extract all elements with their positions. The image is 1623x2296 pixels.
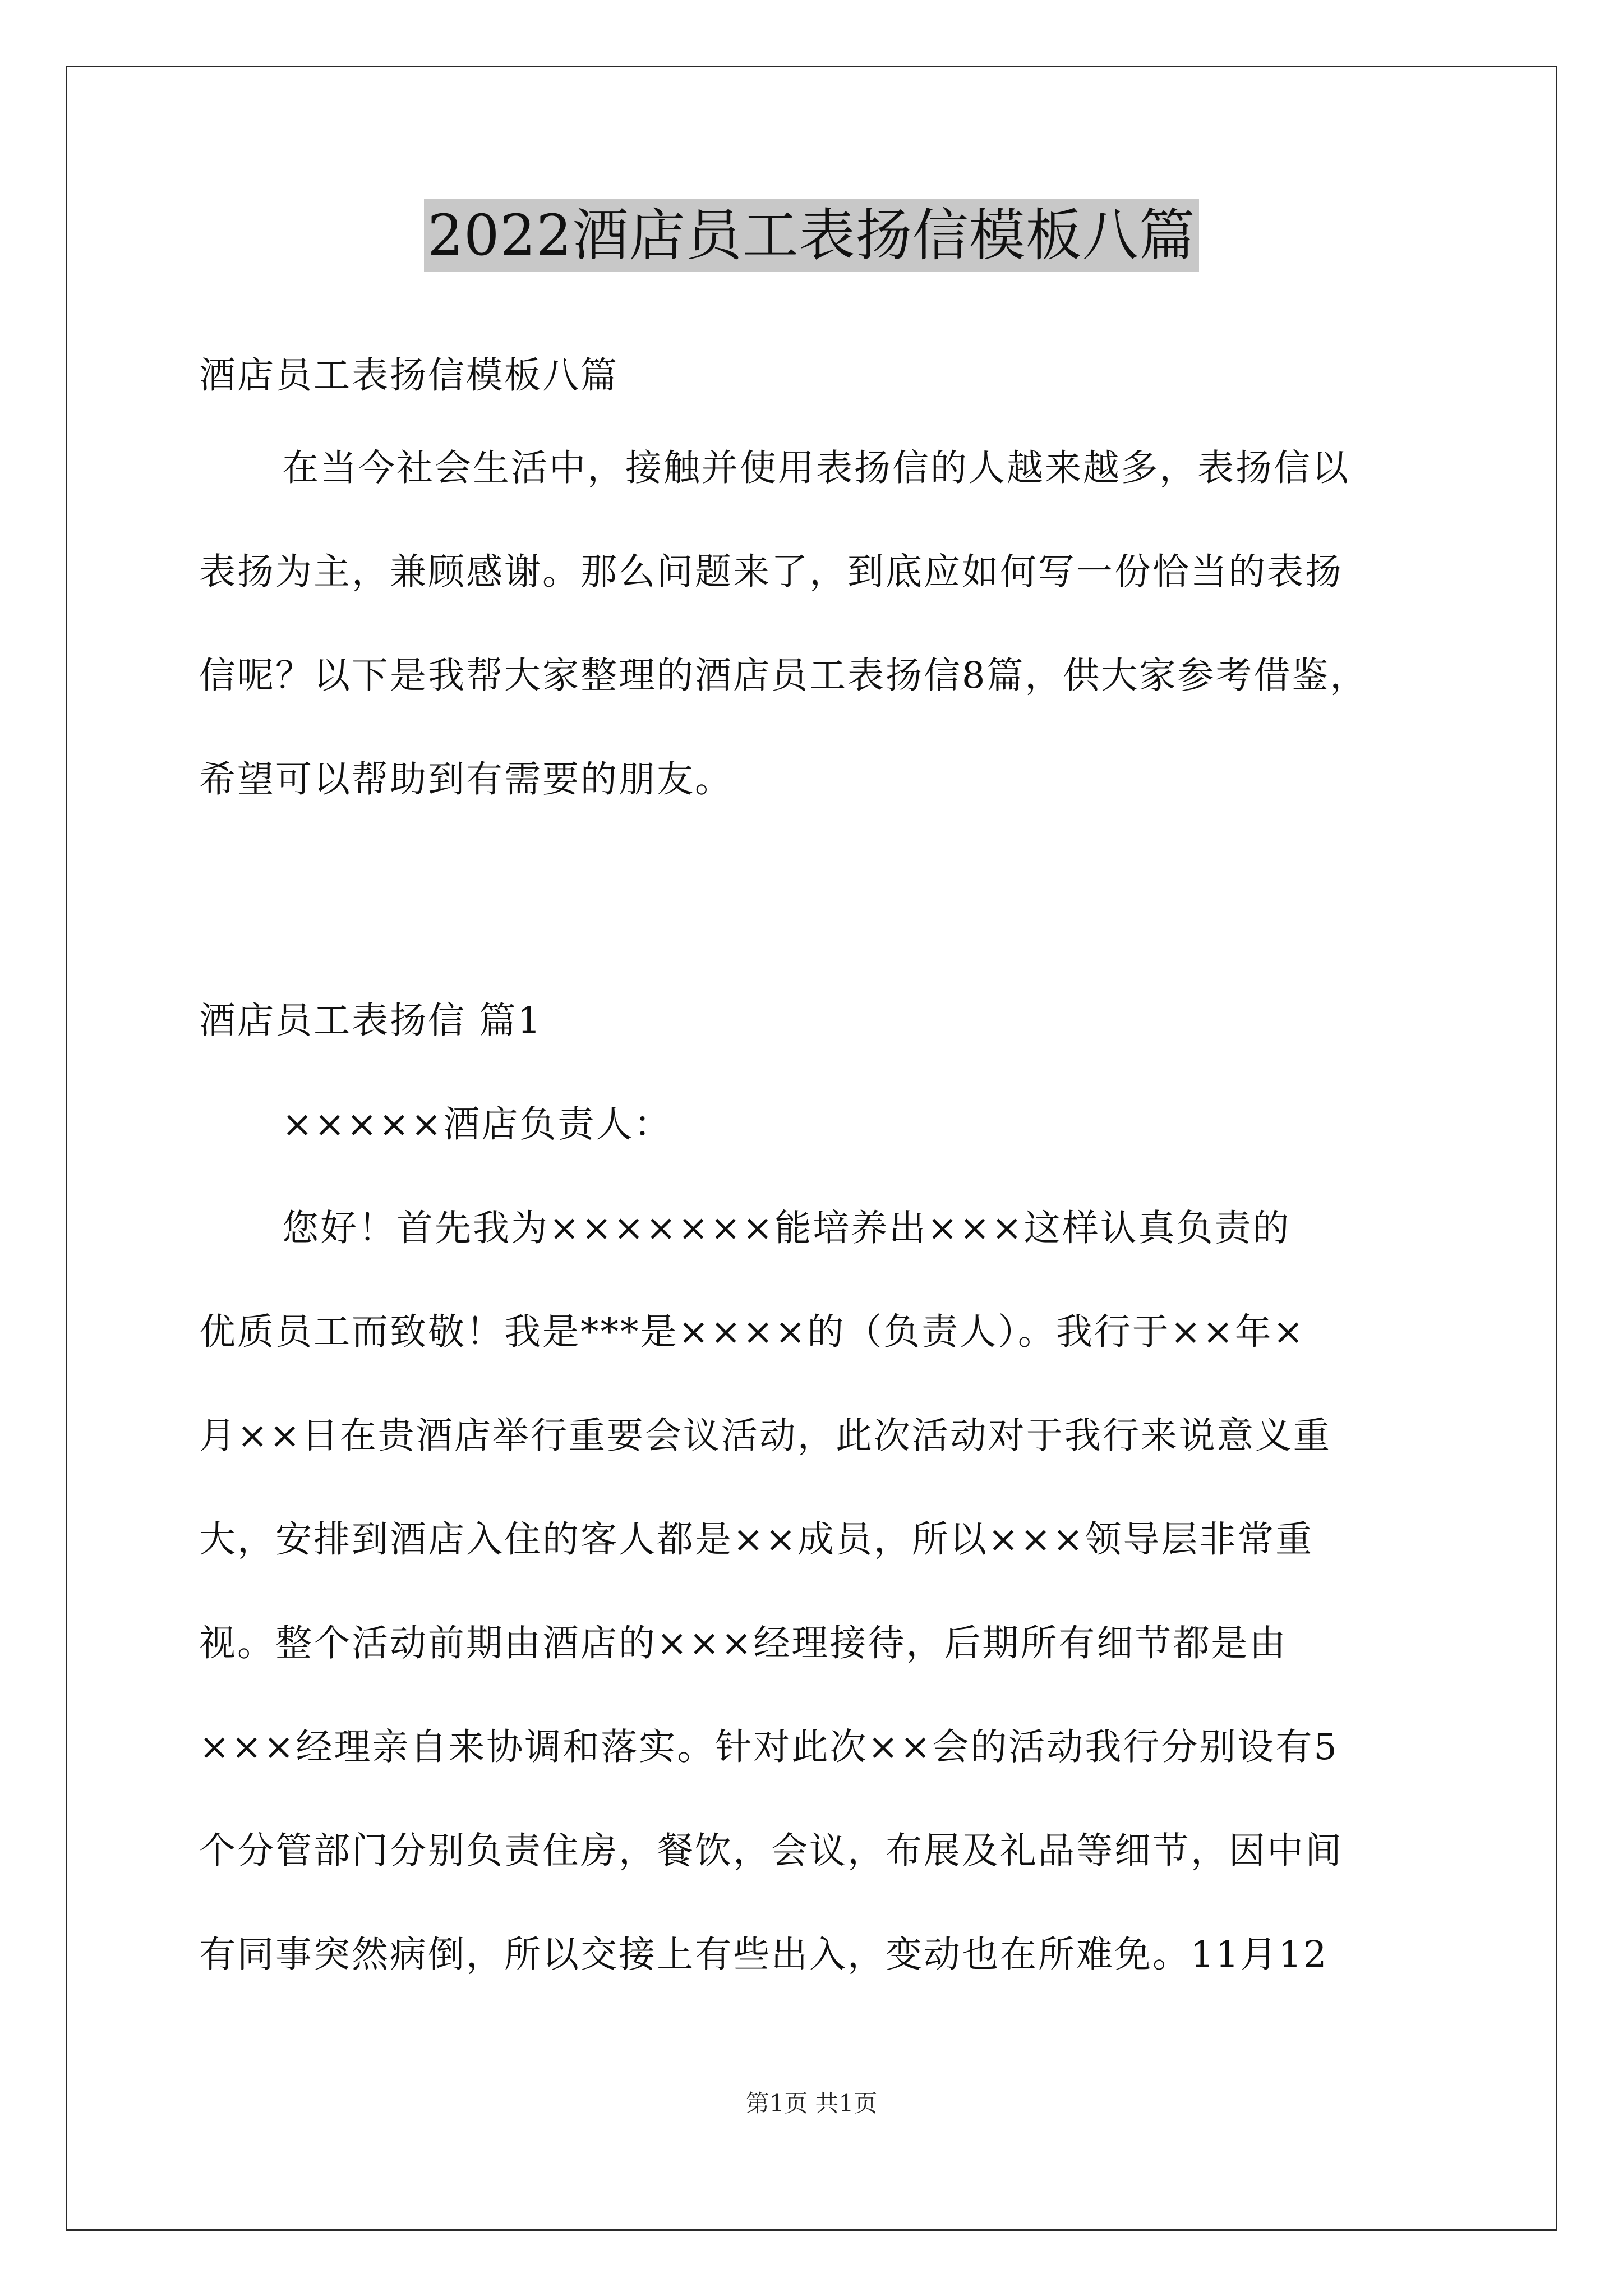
letter-line: 您好！首先我为×××××××能培养出×××这样认真负责的 xyxy=(282,1207,1291,1249)
intro-line: 信呢？以下是我帮大家整理的酒店员工表扬信8篇，供大家参考借鉴， xyxy=(199,655,1368,697)
title-area xyxy=(0,199,1623,272)
letter-line: 月××日在贵酒店举行重要会议活动，此次活动对于我行来说意义重 xyxy=(199,1415,1331,1457)
page-footer: 第1页 共1页 xyxy=(745,2090,878,2117)
salutation: ×××××酒店负责人： xyxy=(282,1103,672,1145)
intro-line: 在当今社会生活中，接触并使用表扬信的人越来越多，表扬信以 xyxy=(282,447,1350,489)
section-heading: 酒店员工表扬信 篇1 xyxy=(199,1000,543,1042)
letter-line: 有同事突然病倒，所以交接上有些出入，变动也在所难免。11月12 xyxy=(199,1934,1329,1976)
intro-line: 表扬为主，兼顾感谢。那么问题来了，到底应如何写一份恰当的表扬 xyxy=(199,551,1344,593)
subtitle: 酒店员工表扬信模板八篇 xyxy=(199,355,619,397)
letter-line: ×××经理亲自来协调和落实。针对此次××会的活动我行分别设有5 xyxy=(199,1726,1339,1768)
intro-line: 希望可以帮助到有需要的朋友。 xyxy=(199,758,734,800)
letter-line: 个分管部门分别负责住房，餐饮，会议，布展及礼品等细节，因中间 xyxy=(199,1830,1344,1872)
letter-line: 优质员工而致敬！我是***是××××的（负责人）。我行于××年× xyxy=(199,1311,1306,1353)
document-title: 2022酒店员工表扬信模板八篇 xyxy=(424,199,1199,272)
letter-line: 视。整个活动前期由酒店的×××经理接待，后期所有细节都是由 xyxy=(199,1622,1288,1664)
letter-line: 大，安排到酒店入住的客人都是××成员，所以×××领导层非常重 xyxy=(199,1519,1314,1561)
